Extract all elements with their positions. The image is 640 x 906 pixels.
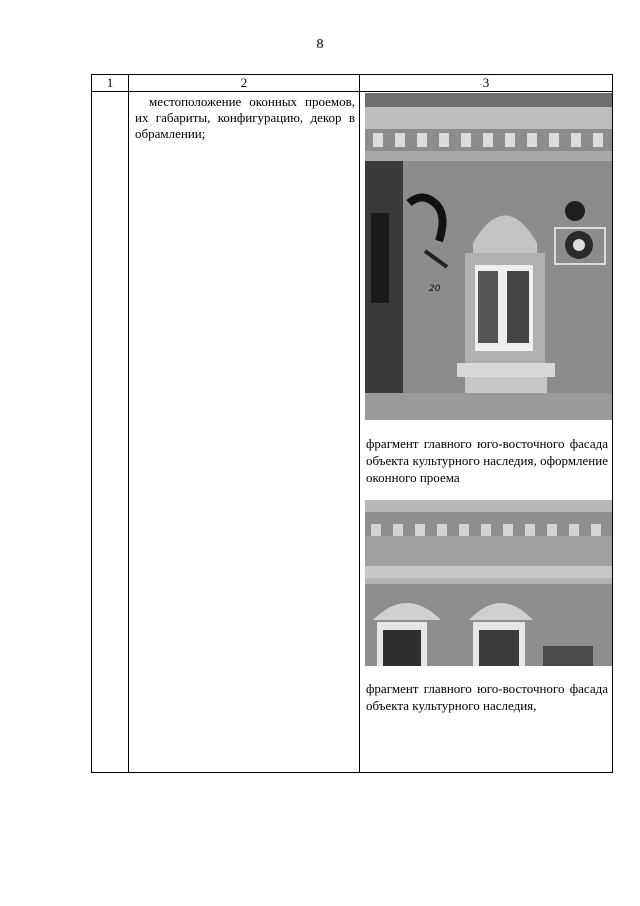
facade-window-photo bbox=[365, 93, 612, 420]
cell-col2 bbox=[129, 92, 360, 773]
plate-number: 20 bbox=[429, 284, 441, 294]
column-header-1: 1 bbox=[92, 75, 129, 92]
column-header-3: 3 bbox=[360, 75, 613, 92]
photo-caption-2: фрагмент главного юго-восточного фасада объекта культурного наследия, bbox=[366, 681, 608, 713]
facade-fragment-photo bbox=[365, 500, 612, 666]
document-table bbox=[91, 74, 613, 773]
table-header-row bbox=[92, 75, 613, 92]
page-number: 8 bbox=[316, 37, 324, 52]
column-header-2: 2 bbox=[129, 75, 360, 92]
cell-col3 bbox=[360, 92, 613, 773]
table-row bbox=[92, 92, 613, 773]
window-description-text: местоположение оконных проемов, их габариты, конфигурацию, декор в обрамлении; bbox=[135, 94, 355, 141]
cell-col1 bbox=[92, 92, 129, 773]
photo-caption-1: фрагмент главного юго-восточного фасада объекта культурного наследия, оформление оконного проема bbox=[366, 436, 608, 485]
